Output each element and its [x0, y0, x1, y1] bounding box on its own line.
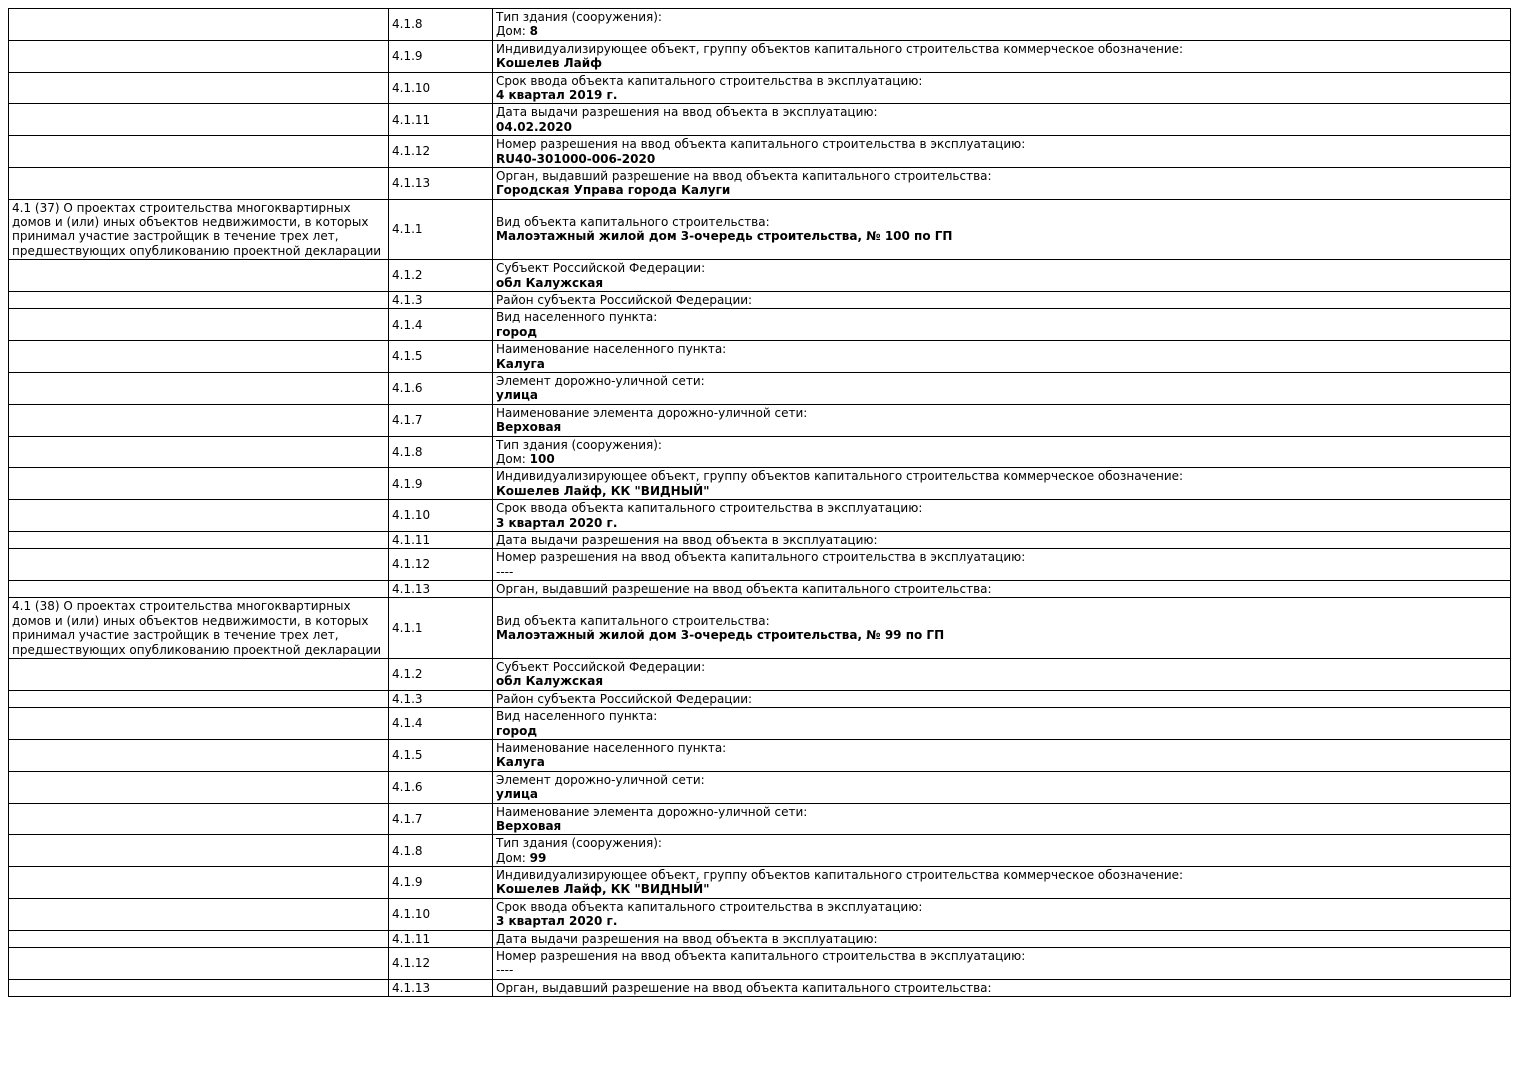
field-value-bold: обл Калужская [496, 674, 604, 689]
field-value [496, 516, 1507, 530]
field-value-bold: RU40-301000-006-2020 [496, 151, 656, 166]
field-cell [493, 309, 1511, 341]
section-cell [9, 404, 389, 436]
field-cell [493, 531, 1511, 548]
section-cell [9, 739, 389, 771]
row-number: 4.1.4 [389, 309, 493, 341]
section-cell [9, 708, 389, 740]
row-number: 4.1.10 [389, 500, 493, 532]
field-value [496, 674, 1507, 688]
field-label: Индивидуализирующее объект, группу объектов капитального строительства коммерческое обозначение: [496, 469, 1184, 484]
row-number: 4.1.5 [389, 739, 493, 771]
field-label: Срок ввода объекта капитального строительства в эксплуатацию: [496, 73, 923, 88]
field-value-bold: улица [496, 787, 539, 802]
field-value-bold: город [496, 723, 538, 738]
row-number: 4.1.11 [389, 930, 493, 947]
table-row [9, 948, 1511, 980]
field-label: Вид объекта капитального строительства: [496, 215, 770, 230]
table-row [9, 292, 1511, 309]
field-cell [493, 9, 1511, 41]
field-value-bold: Кошелев Лайф, КК "ВИДНЫЙ" [496, 483, 710, 498]
field-cell [493, 72, 1511, 104]
table-row [9, 309, 1511, 341]
table-row [9, 72, 1511, 104]
table-row [9, 372, 1511, 404]
field-value-bold: Кошелев Лайф, КК "ВИДНЫЙ" [496, 882, 710, 897]
table-row [9, 739, 1511, 771]
field-value [496, 120, 1507, 134]
field-cell [493, 136, 1511, 168]
section-cell [9, 835, 389, 867]
table-row [9, 835, 1511, 867]
field-value [496, 88, 1507, 102]
field-value [496, 276, 1507, 290]
field-cell [493, 549, 1511, 581]
field-cell [493, 468, 1511, 500]
field-value [496, 56, 1507, 70]
field-label: Элемент дорожно-уличной сети: [496, 772, 705, 787]
field-label: Субъект Российской Федерации: [496, 660, 706, 675]
row-number: 4.1.12 [389, 136, 493, 168]
section-cell [9, 260, 389, 292]
field-cell [493, 948, 1511, 980]
field-value-bold: 3 квартал 2020 г. [496, 515, 618, 530]
table-row [9, 598, 1511, 659]
table-row [9, 199, 1511, 260]
field-cell [493, 260, 1511, 292]
field-value [496, 388, 1507, 402]
field-value [496, 882, 1507, 896]
row-number: 4.1.10 [389, 898, 493, 930]
field-value-prefix: Дом: [496, 451, 530, 466]
row-number: 4.1.3 [389, 690, 493, 707]
field-cell [493, 40, 1511, 72]
table-row [9, 771, 1511, 803]
table-row [9, 803, 1511, 835]
row-number: 4.1.4 [389, 708, 493, 740]
row-number: 4.1.9 [389, 468, 493, 500]
field-value [496, 325, 1507, 339]
field-cell [493, 104, 1511, 136]
table-row [9, 9, 1511, 41]
field-value-bold: Калуга [496, 356, 545, 371]
field-value [496, 914, 1507, 928]
field-label: Дата выдачи разрешения на ввод объекта в эксплуатацию: [496, 105, 878, 120]
field-value-bold: Верховая [496, 420, 562, 435]
field-label: Тип здания (сооружения): [496, 836, 662, 851]
field-value [496, 819, 1507, 833]
field-value [496, 357, 1507, 371]
table-body [9, 9, 1511, 997]
section-cell [9, 9, 389, 41]
row-number: 4.1.6 [389, 771, 493, 803]
section-cell [9, 659, 389, 691]
row-number: 4.1.8 [389, 436, 493, 468]
field-label: Наименование населенного пункта: [496, 740, 727, 755]
field-label: Номер разрешения на ввод объекта капитального строительства в эксплуатацию: [496, 949, 1026, 964]
row-number: 4.1.11 [389, 104, 493, 136]
field-value-bold: 100 [529, 451, 555, 466]
field-cell [493, 898, 1511, 930]
field-value-bold: Малоэтажный жилой дом 3-очередь строительства, № 99 по ГП [496, 628, 945, 643]
field-cell [493, 771, 1511, 803]
field-cell [493, 500, 1511, 532]
field-label: Срок ввода объекта капитального строительства в эксплуатацию: [496, 899, 923, 914]
table-row [9, 436, 1511, 468]
field-cell [493, 930, 1511, 947]
table-row [9, 979, 1511, 996]
field-value-plain: ---- [496, 564, 514, 579]
row-number: 4.1.6 [389, 372, 493, 404]
field-value [496, 183, 1507, 197]
field-value-prefix: Дом: [496, 850, 530, 865]
field-cell [493, 708, 1511, 740]
section-cell: 4.1 (38) О проектах строительства многоквартирных домов и (или) иных объектов недвижимости, в которых принимал участие застройщик в течение трех лет, предшествующих опубликованию проектной декларации [9, 598, 389, 659]
field-cell [493, 372, 1511, 404]
table-row [9, 690, 1511, 707]
field-cell [493, 581, 1511, 598]
project-declaration-table [8, 8, 1511, 997]
section-cell [9, 549, 389, 581]
row-number: 4.1.8 [389, 835, 493, 867]
table-row [9, 260, 1511, 292]
table-row [9, 104, 1511, 136]
row-number: 4.1.9 [389, 40, 493, 72]
table-row [9, 898, 1511, 930]
table-row [9, 500, 1511, 532]
section-cell [9, 341, 389, 373]
field-value [496, 724, 1507, 738]
section-cell [9, 104, 389, 136]
field-value [496, 152, 1507, 166]
field-label: Вид населенного пункта: [496, 310, 658, 325]
field-value-bold: 3 квартал 2020 г. [496, 914, 618, 929]
field-label: Вид объекта капитального строительства: [496, 613, 770, 628]
table-row [9, 136, 1511, 168]
field-label: Тип здания (сооружения): [496, 437, 662, 452]
section-cell [9, 292, 389, 309]
table-row [9, 581, 1511, 598]
field-value-bold: Кошелев Лайф [496, 56, 603, 71]
table-row [9, 930, 1511, 947]
field-label: Тип здания (сооружения): [496, 10, 662, 24]
section-cell [9, 690, 389, 707]
field-label: Индивидуализирующее объект, группу объектов капитального строительства коммерческое обозначение: [496, 868, 1184, 883]
field-label: Район субъекта Российской Федерации: [496, 691, 753, 706]
field-value [496, 963, 1507, 977]
section-cell [9, 979, 389, 996]
section-cell [9, 531, 389, 548]
field-value [496, 851, 1507, 865]
section-cell [9, 468, 389, 500]
row-number: 4.1.9 [389, 867, 493, 899]
field-value [496, 229, 1507, 243]
row-number: 4.1.8 [389, 9, 493, 41]
field-value-bold: Малоэтажный жилой дом 3-очередь строительства, № 100 по ГП [496, 229, 953, 244]
row-number: 4.1.1 [389, 598, 493, 659]
section-cell: 4.1 (37) О проектах строительства многоквартирных домов и (или) иных объектов недвижимости, в которых принимал участие застройщик в течение трех лет, предшествующих опубликованию проектной декларации [9, 199, 389, 260]
section-cell [9, 930, 389, 947]
section-cell [9, 867, 389, 899]
field-label: Субъект Российской Федерации: [496, 261, 706, 276]
field-label: Дата выдачи разрешения на ввод объекта в эксплуатацию: [496, 532, 878, 547]
row-number: 4.1.1 [389, 199, 493, 260]
row-number: 4.1.12 [389, 948, 493, 980]
row-number: 4.1.2 [389, 659, 493, 691]
table-row [9, 531, 1511, 548]
table-row [9, 40, 1511, 72]
field-label: Номер разрешения на ввод объекта капитального строительства в эксплуатацию: [496, 550, 1026, 565]
section-cell [9, 581, 389, 598]
field-cell [493, 659, 1511, 691]
table-row [9, 867, 1511, 899]
field-cell [493, 404, 1511, 436]
field-value [496, 755, 1507, 769]
field-label: Наименование элемента дорожно-уличной сети: [496, 804, 808, 819]
field-value-plain: ---- [496, 963, 514, 978]
section-cell [9, 40, 389, 72]
field-label: Дата выдачи разрешения на ввод объекта в эксплуатацию: [496, 931, 878, 946]
field-cell [493, 436, 1511, 468]
section-cell [9, 136, 389, 168]
field-value [496, 565, 1507, 579]
field-label: Вид населенного пункта: [496, 709, 658, 724]
field-label: Орган, выдавший разрешение на ввод объекта капитального строительства: [496, 168, 992, 183]
row-number: 4.1.10 [389, 72, 493, 104]
table-row [9, 404, 1511, 436]
field-cell [493, 835, 1511, 867]
section-cell [9, 948, 389, 980]
row-number: 4.1.11 [389, 531, 493, 548]
section-cell [9, 771, 389, 803]
field-value-bold: 99 [529, 850, 547, 865]
field-cell [493, 979, 1511, 996]
field-cell [493, 598, 1511, 659]
field-cell [493, 167, 1511, 199]
field-value-prefix: Дом: [496, 24, 530, 39]
section-cell [9, 309, 389, 341]
field-value [496, 420, 1507, 434]
field-label: Номер разрешения на ввод объекта капитального строительства в эксплуатацию: [496, 137, 1026, 152]
field-value-bold: Верховая [496, 818, 562, 833]
row-number: 4.1.7 [389, 803, 493, 835]
field-cell [493, 292, 1511, 309]
field-label: Наименование населенного пункта: [496, 342, 727, 357]
field-value-bold: Калуга [496, 755, 545, 770]
field-value [496, 787, 1507, 801]
field-cell [493, 867, 1511, 899]
row-number: 4.1.3 [389, 292, 493, 309]
field-label: Наименование элемента дорожно-уличной сети: [496, 405, 808, 420]
field-cell [493, 803, 1511, 835]
field-label: Орган, выдавший разрешение на ввод объекта капитального строительства: [496, 980, 992, 995]
row-number: 4.1.5 [389, 341, 493, 373]
field-label: Орган, выдавший разрешение на ввод объекта капитального строительства: [496, 582, 992, 597]
section-cell [9, 372, 389, 404]
row-number: 4.1.2 [389, 260, 493, 292]
section-cell [9, 167, 389, 199]
field-value-bold: город [496, 324, 538, 339]
field-value-bold: обл Калужская [496, 275, 604, 290]
field-value [496, 484, 1507, 498]
table-row [9, 468, 1511, 500]
field-value-bold: улица [496, 388, 539, 403]
row-number: 4.1.12 [389, 549, 493, 581]
field-label: Район субъекта Российской Федерации: [496, 293, 753, 308]
field-value-bold: 4 квартал 2019 г. [496, 87, 618, 102]
table-row [9, 341, 1511, 373]
field-label: Элемент дорожно-уличной сети: [496, 373, 705, 388]
table-row [9, 549, 1511, 581]
table-row [9, 167, 1511, 199]
field-cell [493, 341, 1511, 373]
field-cell [493, 739, 1511, 771]
section-cell [9, 72, 389, 104]
field-label: Срок ввода объекта капитального строительства в эксплуатацию: [496, 501, 923, 516]
table-row [9, 659, 1511, 691]
section-cell [9, 898, 389, 930]
field-value-bold: Городская Управа города Калуги [496, 183, 731, 198]
row-number: 4.1.13 [389, 581, 493, 598]
field-value-bold: 8 [529, 24, 538, 39]
row-number: 4.1.7 [389, 404, 493, 436]
row-number: 4.1.13 [389, 979, 493, 996]
field-value [496, 24, 1507, 38]
section-cell [9, 500, 389, 532]
field-value-bold: 04.02.2020 [496, 119, 572, 134]
field-cell [493, 690, 1511, 707]
section-cell [9, 436, 389, 468]
field-value [496, 452, 1507, 466]
row-number: 4.1.13 [389, 167, 493, 199]
field-label: Индивидуализирующее объект, группу объектов капитального строительства коммерческое обозначение: [496, 41, 1184, 56]
field-value [496, 628, 1507, 642]
section-cell [9, 803, 389, 835]
table-row [9, 708, 1511, 740]
field-cell [493, 199, 1511, 260]
